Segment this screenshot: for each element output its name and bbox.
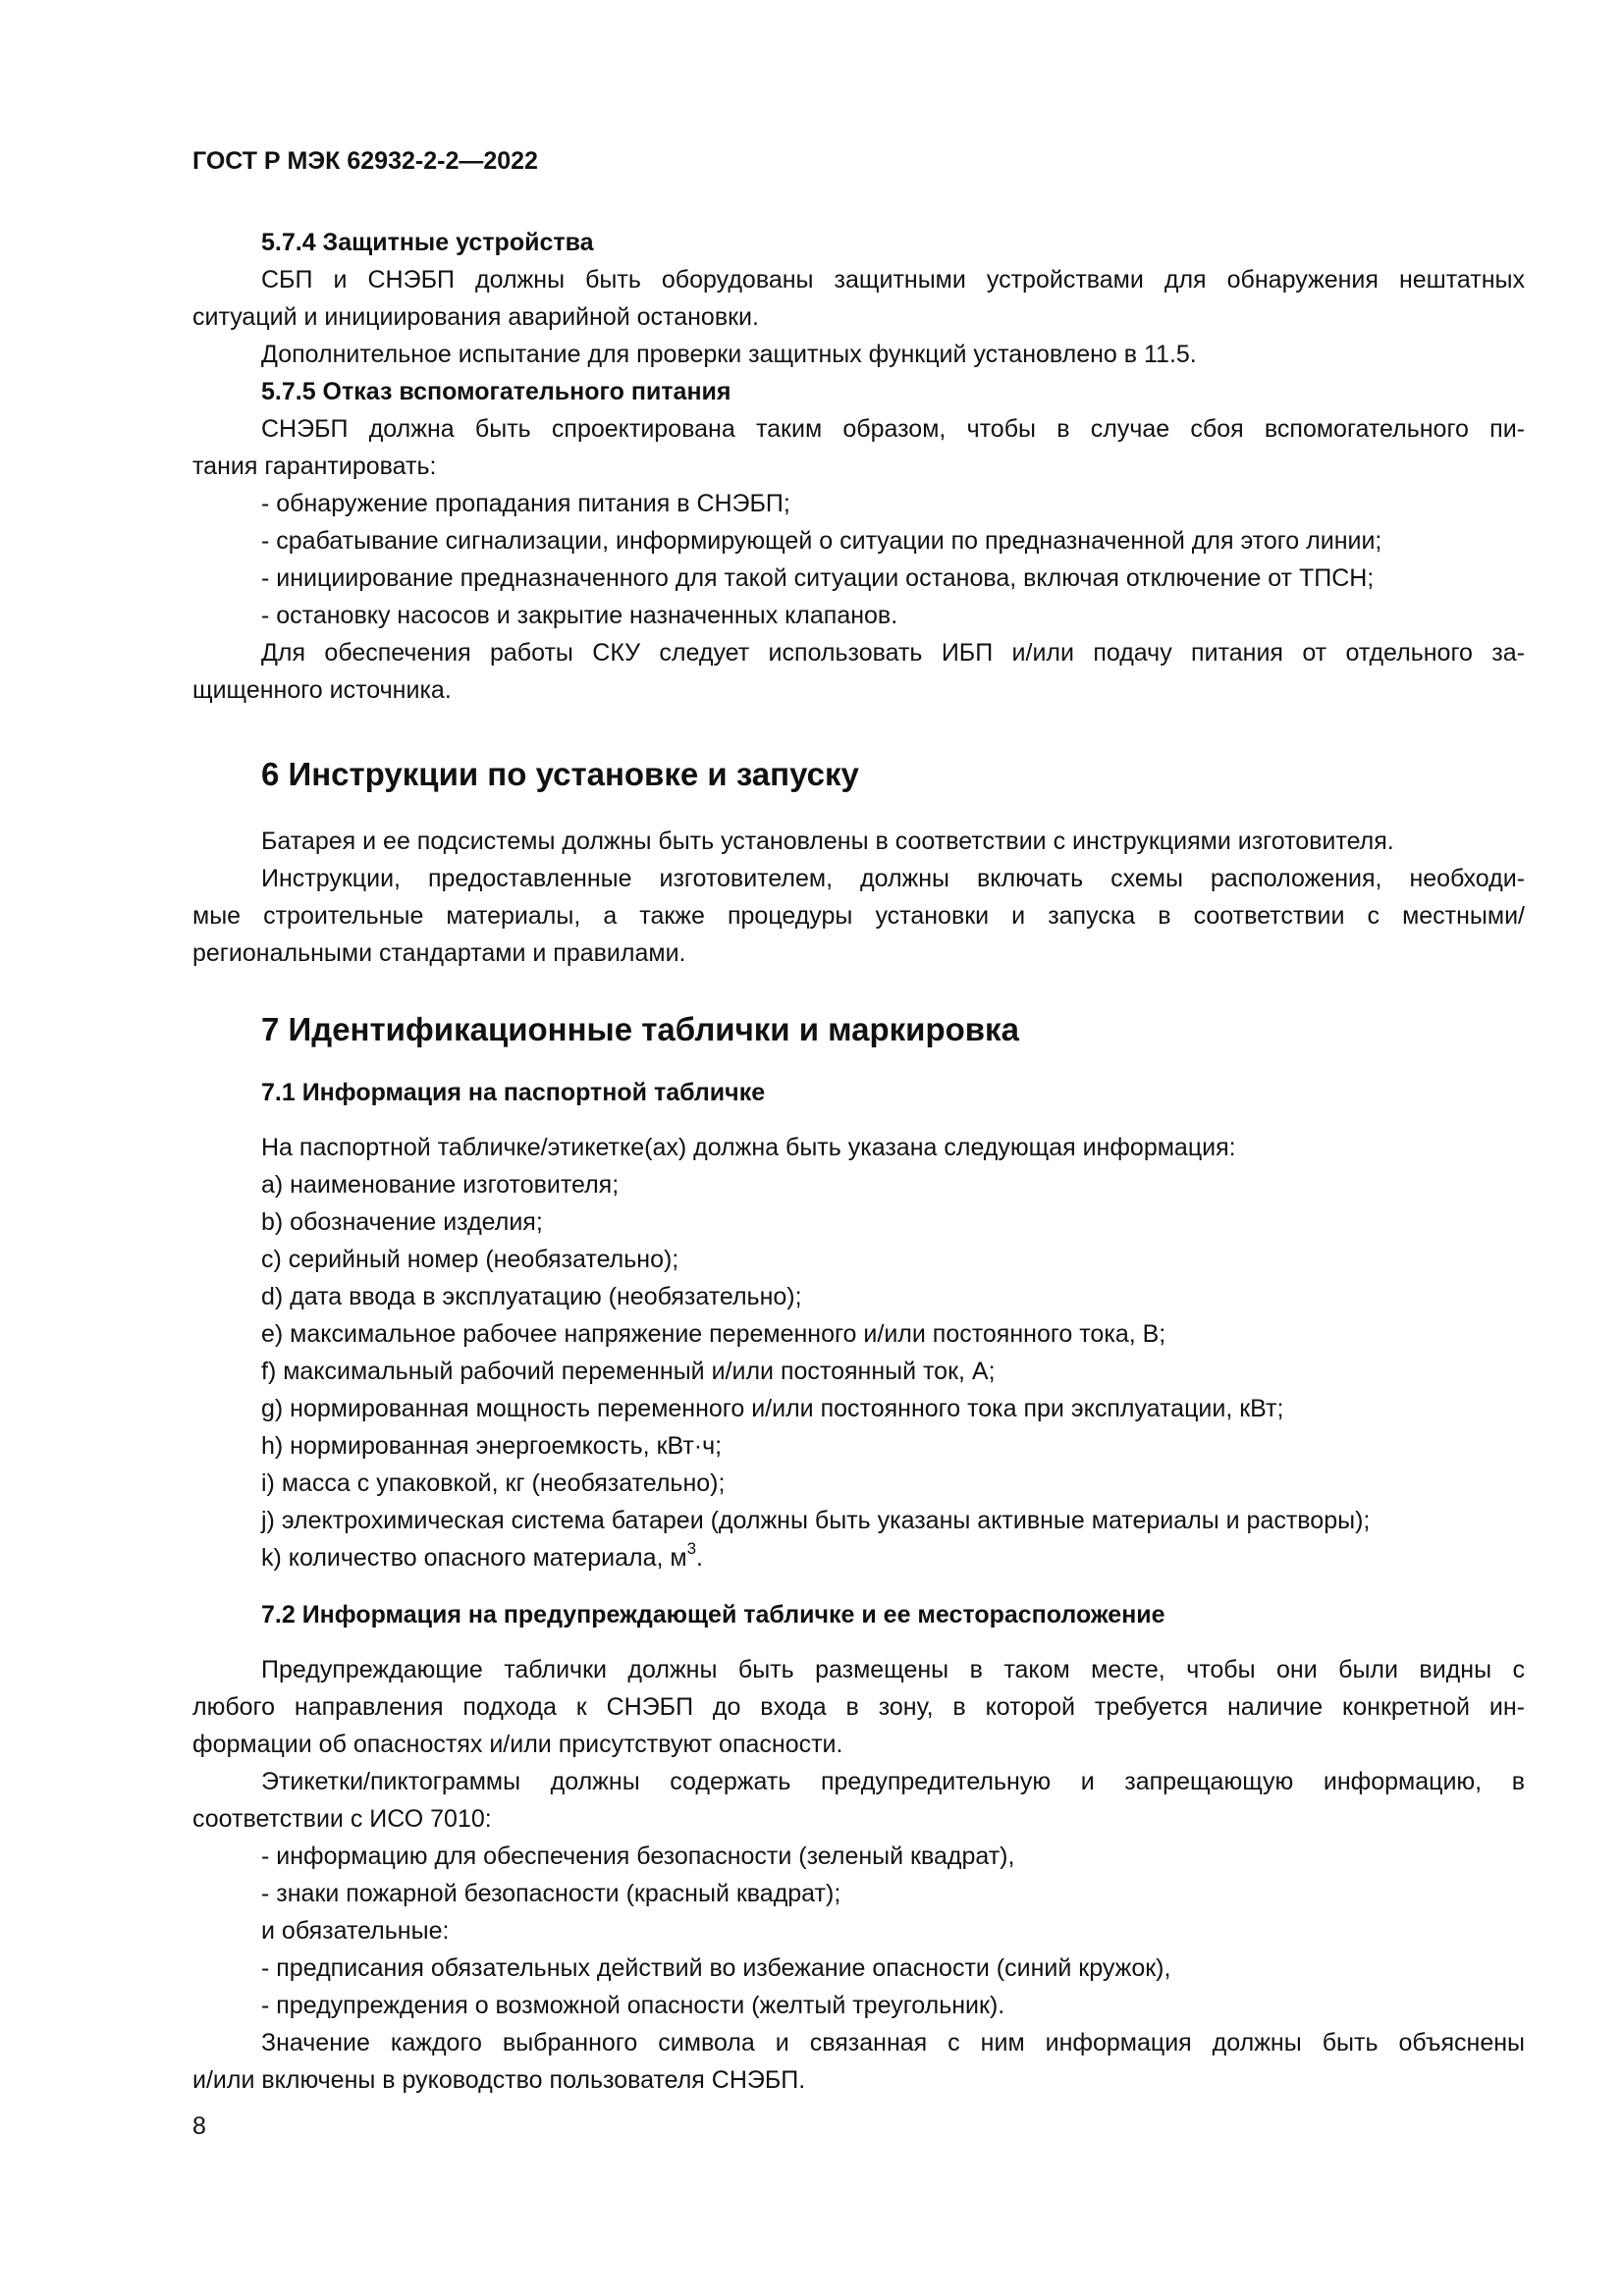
section-7-title: 7 Идентификационные таблички и маркировка: [261, 1011, 1019, 1047]
list-item: f) максимальный рабочий переменный и/или постоянный ток, А;: [261, 1358, 996, 1385]
list-item: - знаки пожарной безопасности (красный квадрат);: [261, 1880, 841, 1907]
list-item: h) нормированная энергоемкость, кВт·ч;: [261, 1432, 723, 1460]
page-number: 8: [192, 2112, 206, 2140]
section-5-7-4-paragraph-2: Дополнительное испытание для проверки защитных функций установлено в 11.5.: [261, 341, 1197, 368]
section-5-7-5-paragraph-1: СНЭБП должна быть спроектирована таким образом, чтобы в случае сбоя вспомогательного пи- тания гарантировать:: [192, 415, 1525, 480]
list-item: - остановку насосов и закрытие назначенных клапанов.: [261, 602, 898, 629]
list-item: g) нормированная мощность переменного и/или постоянного тока при эксплуатации, кВт;: [261, 1395, 1284, 1422]
list-item: - информацию для обеспечения безопасности (зеленый квадрат),: [261, 1842, 1015, 1870]
list-item: e) максимальное рабочее напряжение переменного и/или постоянного тока, В;: [261, 1320, 1166, 1348]
list-item: c) серийный номер (необязательно);: [261, 1246, 679, 1273]
section-5-7-5-paragraph-2: Для обеспечения работы СКУ следует использовать ИБП и/или подачу питания от отдельного за- щищенного источника.: [192, 639, 1525, 704]
list-item: b) обозначение изделия;: [261, 1208, 543, 1236]
list-item: - инициирование предназначенного для такой ситуации останова, включая отключение от ТПСН;: [261, 564, 1375, 592]
section-5-7-5-title: 5.7.5 Отказ вспомогательного питания: [261, 378, 731, 405]
list-item: d) дата ввода в эксплуатацию (необязательно);: [261, 1283, 802, 1310]
section-5-7-4-title: 5.7.4 Защитные устройства: [261, 229, 594, 256]
section-6-paragraph-2: Инструкции, предоставленные изготовителем, должны включать схемы расположения, необходи- мые строительные материалы, а также процедуры установки и запуска в соответствии с местными/ региональными стандартами и правилами.: [192, 865, 1525, 967]
document-header: ГОСТ Р МЭК 62932-2-2—2022: [192, 147, 538, 175]
list-item: i) масса с упаковкой, кг (необязательно);: [261, 1469, 726, 1497]
section-7-1-intro: На паспортной табличке/этикетке(ах) должна быть указана следующая информация:: [261, 1134, 1236, 1161]
section-6-paragraph-1: Батарея и ее подсистемы должны быть установлены в соответствии с инструкциями изготовителя.: [261, 828, 1394, 855]
list-item: j) электрохимическая система батареи (должны быть указаны активные материалы и растворы);: [261, 1507, 1371, 1534]
list-item-k: k) количество опасного материала, $м^3$.: [261, 1539, 703, 1572]
list-item: - предписания обязательных действий во избежание опасности (синий кружок),: [261, 1954, 1171, 1982]
list-item: a) наименование изготовителя;: [261, 1171, 620, 1199]
list-item: - срабатывание сигнализации, информирующей о ситуации по предназначенной для этого линии;: [261, 527, 1382, 555]
section-7-2-mandatory-label: и обязательные:: [261, 1917, 450, 1945]
section-5-7-4-paragraph-1: СБП и СНЭБП должны быть оборудованы защитными устройствами для обнаружения нештатных ситуаций и инициирования аварийной остановки.: [192, 266, 1525, 331]
section-7-1-title: 7.1 Информация на паспортной табличке: [261, 1079, 766, 1106]
section-7-2-paragraph-3: Значение каждого выбранного символа и связанная с ним информация должны быть объяснены и/или включены в руководство пользователя СНЭБП.: [192, 2029, 1525, 2094]
list-item: - предупреждения о возможной опасности (желтый треугольник).: [261, 1992, 1005, 2019]
list-item: - обнаружение пропадания питания в СНЭБП;: [261, 490, 790, 517]
section-7-2-paragraph-1: Предупреждающие таблички должны быть размещены в таком месте, чтобы они были видны с любого направления подхода к СНЭБП до входа в зону, в которой требуется наличие конкретной ин- формации об опасностях и/или присутствуют опасности.: [192, 1656, 1525, 1758]
section-7-2-title: 7.2 Информация на предупреждающей табличке и ее месторасположение: [261, 1601, 1165, 1629]
section-6-title: 6 Инструкции по установке и запуску: [261, 756, 859, 792]
section-7-2-paragraph-2: Этикетки/пиктограммы должны содержать предупредительную и запрещающую информацию, в соответствии с ИСО 7010:: [192, 1768, 1525, 1833]
